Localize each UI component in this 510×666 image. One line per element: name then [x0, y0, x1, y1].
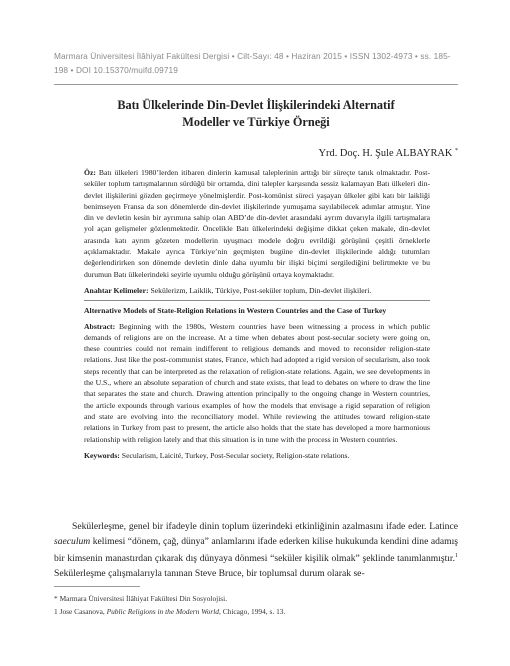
keywords-tr-text: Sekülerizm, Laiklik, Türkiye, Post-seküler toplum, Din-devlet ilişkileri.	[150, 285, 372, 295]
title-line-1: Batı Ülkelerinde Din-Devlet İlişkilerindeki Alternatif	[117, 98, 395, 112]
footnote-star-text: Marmara Üniversitesi İlâhiyat Fakültesi Din Sosyolojisi.	[59, 594, 228, 603]
abstract-tr-label: Öz:	[84, 168, 96, 177]
keywords-en	[84, 450, 430, 461]
abstract-tr	[84, 167, 430, 280]
footnote-star	[54, 592, 458, 605]
body-text	[54, 520, 458, 582]
author-name: Yrd. Doç. H. Şule ALBAYRAK	[318, 148, 453, 159]
abstract-block	[84, 167, 430, 461]
author-line	[319, 148, 458, 159]
keywords-en-text: Secularism, Laicité, Turkey, Post-Secular society, Religion-state relations.	[121, 450, 350, 460]
footnote-1-rest: , Chicago, 1994, s. 13.	[219, 607, 286, 616]
title-line-2: Modeller ve Türkiye Örneği	[182, 115, 330, 129]
abstract-en-label: Abstract:	[84, 321, 116, 331]
english-title: Alternative Models of State-Religion Relations in Western Countries and the Case of Turkey	[84, 306, 387, 316]
footnote-1	[54, 605, 458, 618]
abstract-en	[84, 321, 430, 445]
keywords-tr-label: Anahtar Kelimeler:	[84, 285, 149, 295]
journal-header: Marmara Üniversitesi İlâhiyat Fakültesi Dergisi • Cilt-Sayı: 48 • Haziran 2015 • ISSN 1302-4973 • ss. 185-198 • DOI 10.15370/muifd.09719	[54, 51, 451, 75]
footnote-rule	[54, 586, 140, 587]
body-p1-term: saeculum	[54, 535, 91, 547]
body-p1-middle: kelimesi “dönem, çağ, dünya” anlamlarını ifade ederken kilise hukukunda kendini dine adamış bir kimsenin manastırdan çıkarak dış dünyaya dönmesi “seküler kişilik olmak” şeklinde tanımlanmıştır.	[54, 535, 458, 565]
footnote-ref-1[interactable]: 1	[455, 553, 458, 560]
header-rule	[54, 84, 458, 85]
author-footnote-mark[interactable]: *	[455, 148, 458, 154]
footnote-1-mark: 1	[54, 607, 58, 616]
article-title	[54, 97, 458, 131]
footnote-1-author: Jose Casanova,	[59, 607, 107, 616]
footnotes	[54, 592, 458, 618]
body-p1-start: Sekülerleşme, genel bir ifadeyle dinin toplum üzerindeki etkinliğinin azalmasını ifade eder. Latince	[72, 521, 458, 532]
footnote-1-title: Public Religions in the Modern World	[106, 607, 219, 616]
abstract-tr-text: Batı ülkeleri 1980’lerden itibaren dinlerin kamusal taleplerinin arttığı bir süreçte tanık olmaktadır. Post-seküler toplum tartışmalarının sürdüğü bir ortamda, dini talepler karşısında sessiz kalamayan Batı ülkeleri din-devlet ilişkilerini gözden geçirmeye yönelmişlerdir. Post-komünist süreci yaşayan ülkeler gibi katı bir laikliği benimseyen Fransa da son dönemlerde din-devlet ilişkilerinde yumuşama sayılabilecek adımlar atmıştır. Yine din ve devletin kesin bir ayrımına sahip olan ABD’de din-devlet arasındaki ayrım duvarıyla ilgili tartışmalara yol açan gelişmeler gözlenmektedir. Öncelikle Batı ülkelerindeki değişime dikkat çeken makale, din-devlet arasında katı ayrım gözeten modellerin uyuşmacı modele doğru evrildiği görüşünü çeşitli örneklerle açıklamaktadır. Makale ayrıca Türkiye’nin geçmişten bugüne din-devlet ilişkilerinde aldığı tutumları değerlendirirken son dönemde devletin dinle daha uyumlu bir ilişki biçimi sergilediğini belirtmekte ve bu durumun Batı ülkelerindeki seyirle uyumlu olduğu görüşünü ortaya koymaktadır.	[84, 168, 431, 279]
abstract-divider	[84, 300, 430, 301]
abstract-en-text: Beginning with the 1980s, Western countries have been witnessing a process in which public demands of religions are on the increase. At a time when debates about post-secular society were going on, these countries could not remain indifferent to religious demands and moved to reconsider religion-state relations. Just like the post-communist states, France, which had adopted a rigid version of secularism, also took steps recently that can be interpreted as the relaxation of religion-state relations. Again, we see developments in the U.S., where an absolute separation of church and state exists, that lead to debates on where to draw the line that separates the state and church. Drawing attention principally to the ongoing change in Western countries, the article expounds through various examples of how the models that envisage a rigid separation of religion and state are evolving into the reconciliatory model. While reviewing the attitudes toward religion-state relations in Turkey from past to present, the article also holds that the state has developed a more harmonious relationship with religion lately and that this situation is in tune with the process in Western countries.	[84, 321, 431, 444]
footnote-star-mark: *	[54, 594, 58, 603]
body-p1-end: Sekülerleşme çalışmalarıyla tanınan Steve Bruce, bir toplumsal durum olarak se-	[54, 567, 365, 579]
body-paragraph	[54, 520, 458, 582]
keywords-en-label: Keywords:	[84, 450, 120, 460]
keywords-tr	[84, 285, 430, 296]
